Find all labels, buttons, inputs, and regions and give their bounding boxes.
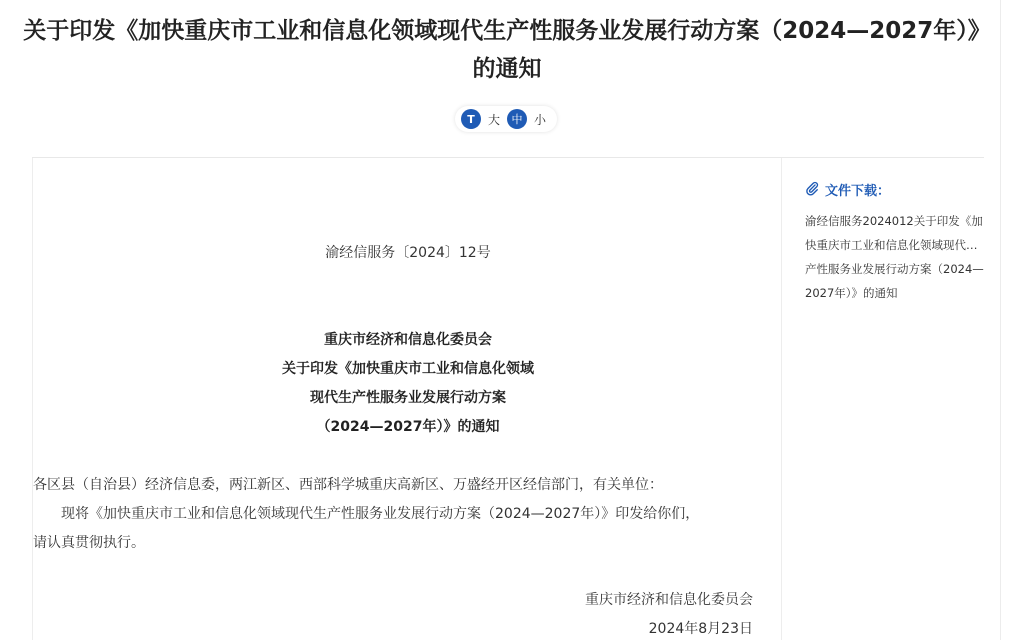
document-heading xyxy=(33,326,783,442)
font-size-icon: T xyxy=(461,109,481,129)
attachment-link[interactable]: 渝经信服务2024012关于印发《加快重庆市工业和信息化领域现代生产性服务业发展行动方案（2024—2027年）》的通知 xyxy=(805,214,984,300)
download-sidebar xyxy=(805,180,985,300)
article-title xyxy=(20,12,994,88)
document-heading-line: （2024—2027年）》的通知 xyxy=(316,419,500,435)
document-recipients: 各区县（自治县）经济信息委，两江新区、西部科学城重庆高新区、万盛经开区经信部门，有关单位： xyxy=(33,477,663,493)
frame-border xyxy=(1000,0,1001,640)
font-size-medium-button[interactable]: 中 xyxy=(507,109,527,129)
document-heading-line: 关于印发《加快重庆市工业和信息化领域 xyxy=(282,361,534,377)
document-body-line: 现将《加快重庆市工业和信息化领域现代生产性服务业发展行动方案（2024—2027年）》印发给你们， xyxy=(61,506,700,522)
article-title-line2: 的通知 xyxy=(472,56,542,82)
document-signature: 重庆市经济和信息化委员会 xyxy=(585,592,753,608)
download-title xyxy=(805,180,985,199)
document-content xyxy=(32,158,782,640)
document-body xyxy=(33,471,781,558)
document-date: 2024年8月23日 xyxy=(648,621,753,637)
download-title-label: 文件下载： xyxy=(825,184,891,199)
article-title-line1: 关于印发《加快重庆市工业和信息化领域现代生产性服务业发展行动方案（2024—2027年）》 xyxy=(23,18,991,44)
document-heading-line: 现代生产性服务业发展行动方案 xyxy=(310,390,506,406)
document-signature-block xyxy=(585,586,753,644)
font-size-switch xyxy=(455,106,557,132)
document-heading-line: 重庆市经济和信息化委员会 xyxy=(324,332,492,348)
document-number: 渝经信服务〔2024〕12号 xyxy=(325,245,491,261)
font-size-large-button[interactable]: 大 xyxy=(488,112,501,127)
document-body-line: 请认真贯彻执行。 xyxy=(33,535,145,551)
paperclip-icon xyxy=(805,181,825,199)
font-size-small-button[interactable]: 小 xyxy=(534,112,547,127)
